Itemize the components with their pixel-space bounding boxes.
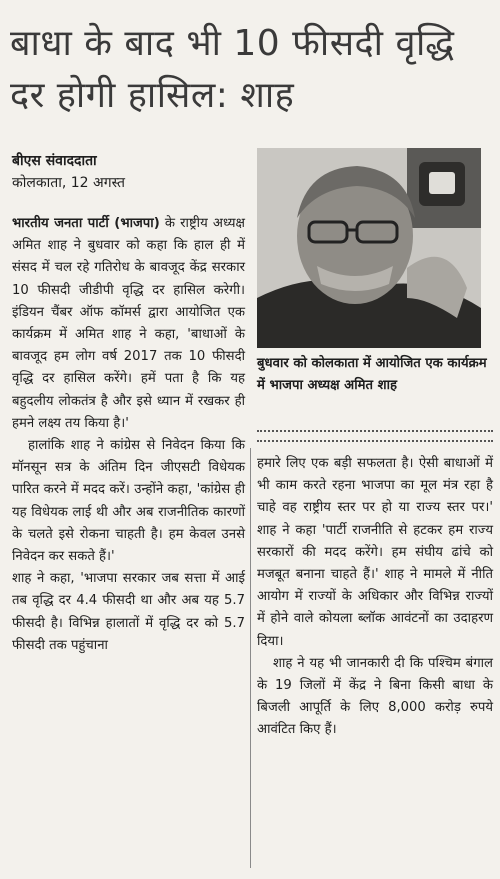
byline-block bbox=[12, 150, 125, 194]
portrait-image bbox=[257, 148, 481, 348]
paragraph bbox=[12, 213, 245, 435]
lead-in: भारतीय जनता पार्टी (भाजपा) bbox=[12, 216, 160, 231]
divider bbox=[257, 430, 493, 442]
dateline: कोलकाता, 12 अगस्त bbox=[12, 175, 126, 191]
paragraph: शाह ने यह भी जानकारी दी कि पश्चिम बंगाल के 19 जिलों में केंद्र ने बिना किसी बाधा के बिजली आपूर्ति के लिए 8,000 करोड़ रुपये आवंटित किए हैं। bbox=[257, 655, 493, 738]
paragraph: शाह ने कहा, 'भाजपा सरकार जब सत्ता में आई तब वृद्धि दर 4.4 फीसदी था और अब यह 5.7 फीसदी है। विभिन्न हालातों में वृद्धि दर को 5.7 फीसदी तक पहुंचाना bbox=[12, 571, 245, 653]
photo-caption: बुधवार को कोलकाता में आयोजित एक कार्यक्रम में भाजपा अध्यक्ष अमित शाह bbox=[257, 356, 487, 393]
article-photo bbox=[257, 148, 481, 348]
article-column-left bbox=[12, 213, 245, 657]
column-rule bbox=[250, 448, 251, 868]
paragraph: हालांकि शाह ने कांग्रेस से निवेदन किया कि मॉनसून सत्र के अंतिम दिन जीएसटी विधेयक पारित करने में मदद करें। उन्होंने कहा, 'कांग्रेस ही यह विधेयक लाई थी और अब राजनीतिक कारणों के चलते इसे रोकना चाहती है। हम केवल उनसे निवेदन कर सकते हैं।' bbox=[12, 438, 245, 565]
paragraph: हमारे लिए एक बड़ी सफलता है। ऐसी बाधाओं में भी काम करते रहना भाजपा का मूल मंत्र रहा है चाहे वह राष्ट्रीय स्तर पर हो या राज्य स्तर पर।' शाह ने कहा 'पार्टी राजनीति से हटकर हम राज्य सरकारों की मदद करेंगे। हम संघीय ढांचे को मजबूत बनाना चाहते हैं।' शाह ने मामले में नीति आयोग में राज्यों के अधिकार और विभिन्न राज्यों में होने वाले कोयला ब्लॉक आवंटनों का उदाहरण दिया। bbox=[257, 456, 493, 649]
byline: बीएस संवाददाता bbox=[12, 153, 97, 169]
paragraph-text: के राष्ट्रीय अध्यक्ष अमित शाह ने बुधवार को कहा कि हाल ही में संसद में चल रहे गतिरोध के बावजूद केंद्र सरकार 10 फीसदी जीडीपी वृद्धि दर हासिल करेगी। इंडियन चैंबर ऑफ कॉमर्स द्वारा आयोजित एक कार्यक्रम में अमित शाह ने कहा, 'बाधाओं के बावजूद हम लोग वर्ष 2017 तक 10 फीसदी वृद्धि दर हासिल करेंगे। हमें पता है कि यह बहुदलीय लोकतंत्र है और इसे ध्यान में रखकर ही हमने लक्ष्य तय किया है।' bbox=[12, 216, 246, 431]
headline: बाधा के बाद भी 10 फीसदी वृद्धि दर होगी हासिल: शाह bbox=[10, 23, 455, 116]
article-column-right bbox=[257, 453, 493, 742]
